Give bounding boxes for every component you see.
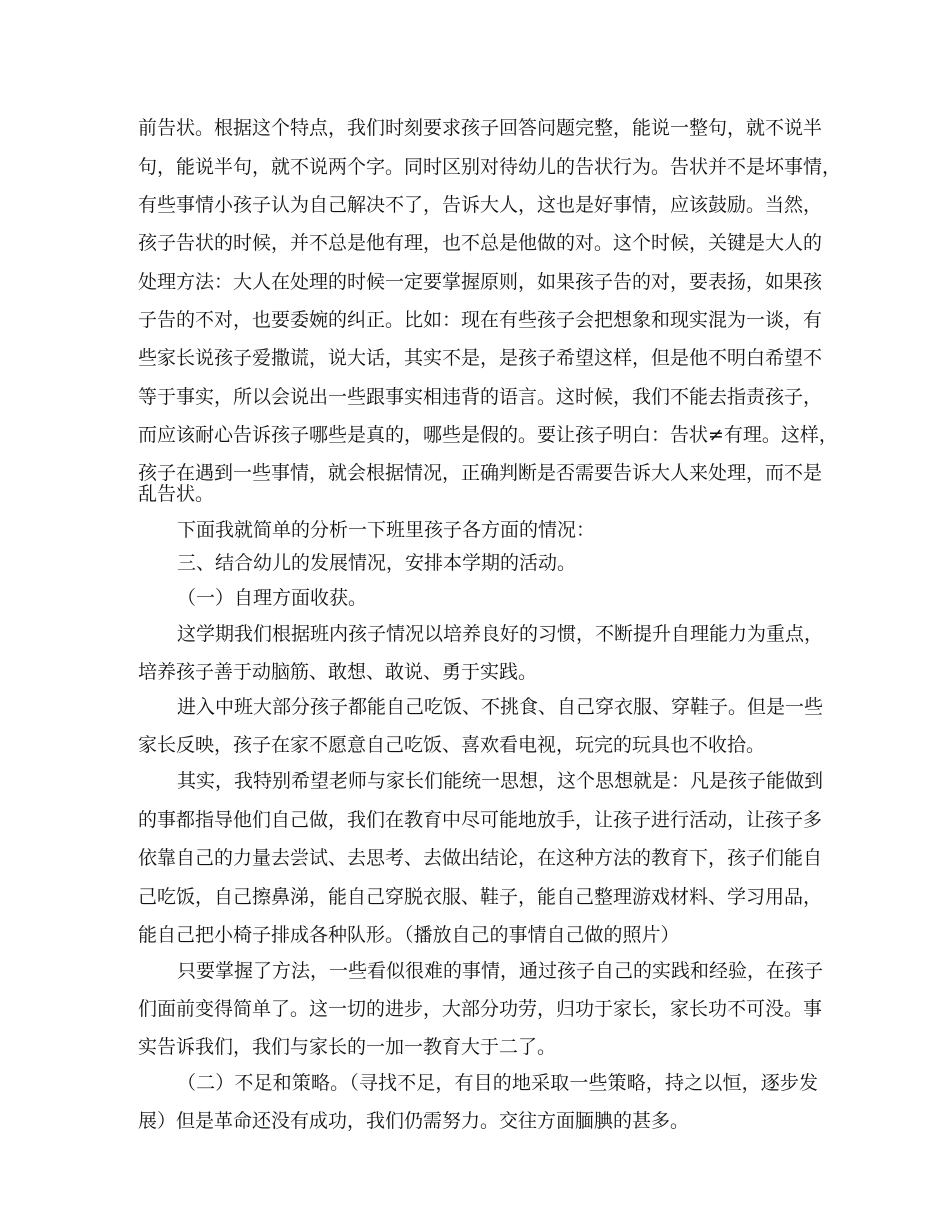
paragraph-line: 家长反映，孩子在家不愿意自己吃饭、喜欢看电视，玩完的玩具也不收拾。 bbox=[138, 734, 766, 756]
paragraph-line: 培养孩子善于动脑筋、敢想、敢说、勇于实践。 bbox=[138, 661, 538, 683]
paragraph-line: 其实，我特别希望老师与家长们能统一思想，这个思想就是：凡是孩子能做到 bbox=[177, 770, 824, 792]
paragraph-line: 依靠自己的力量去尝试、去思考、去做出结论，在这种方法的教育下，孩子们能自 bbox=[138, 847, 823, 869]
paragraph-line: 处理方法：大人在处理的时候一定要掌握原则，如果孩子告的对，要表扬，如果孩 bbox=[138, 271, 823, 293]
paragraph-line: 孩子告状的时候，并不总是他有理，也不总是他做的对。这个时候，关键是大人的 bbox=[138, 232, 823, 254]
paragraph-line: 些家长说孩子爱撒谎，说大话，其实不是，是孩子希望这样，但是他不明白希望不 bbox=[138, 347, 823, 369]
paragraph-line: 下面我就简单的分析一下班里孩子各方面的情况： bbox=[177, 519, 596, 541]
paragraph-line: 己吃饭，自己擦鼻涕，能自己穿脱衣服、鞋子，能自己整理游戏材料、学习用品， bbox=[138, 886, 823, 908]
paragraph-line: 而应该耐心告诉孩子哪些是真的，哪些是假的。要让孩子明白：告状≠有理。这样， bbox=[138, 424, 838, 446]
paragraph-line: 有些事情小孩子认为自己解决不了，告诉大人，这也是好事情，应该鼓励。当然， bbox=[138, 194, 823, 216]
paragraph-line: 子告的不对，也要委婉的纠正。比如：现在有些孩子会把想象和现实混为一谈，有 bbox=[138, 309, 823, 331]
paragraph-line: 等于事实，所以会说出一些跟事实相违背的语言。这时候，我们不能去指责孩子， bbox=[138, 386, 823, 408]
paragraph-line: 进入中班大部分孩子都能自己吃饭、不挑食、自己穿衣服、穿鞋子。但是一些 bbox=[177, 696, 824, 718]
paragraph-line: 句，能说半句，就不说两个字。同时区别对待幼儿的告状行为。告状并不是坏事情， bbox=[138, 156, 842, 178]
subsection-heading: （一）自理方面收获。 bbox=[177, 587, 368, 609]
paragraph-line: 只要掌握了方法，一些看似很难的事情，通过孩子自己的实践和经验，在孩子 bbox=[177, 960, 824, 982]
paragraph-line: 孩子在遇到一些事情，就会根据情况，正确判断是否需要告诉大人来处理，而不是 bbox=[138, 462, 823, 484]
paragraph-line: 前告状。根据这个特点，我们时刻要求孩子回答问题完整，能说一整句，就不说半 bbox=[138, 117, 823, 139]
paragraph-line: 乱告状。 bbox=[138, 483, 215, 505]
paragraph-line: 的事都指导他们自己做，我们在教育中尽可能地放手，让孩子进行活动，让孩子多 bbox=[138, 809, 823, 831]
paragraph-line: 们面前变得简单了。这一切的进步，大部分功劳，归功于家长，家长功不可没。事 bbox=[138, 998, 823, 1020]
section-heading: 三、结合幼儿的发展情况，安排本学期的活动。 bbox=[177, 552, 577, 574]
paragraph-line: 实告诉我们，我们与家长的一加一教育大于二了。 bbox=[138, 1036, 557, 1058]
paragraph-line: 这学期我们根据班内孩子情况以培养良好的习惯，不断提升自理能力为重点， bbox=[177, 623, 824, 645]
paragraph-line: 能自己把小椅子排成各种队形。（播放自己的事情自己做的照片） bbox=[138, 924, 680, 946]
paragraph-line: （二）不足和策略。（寻找不足，有目的地采取一些策略，持之以恒，逐步发 bbox=[177, 1072, 818, 1094]
paragraph-line: 展）但是革命还没有成功，我们仍需努力。交往方面腼腆的甚多。 bbox=[138, 1110, 690, 1132]
